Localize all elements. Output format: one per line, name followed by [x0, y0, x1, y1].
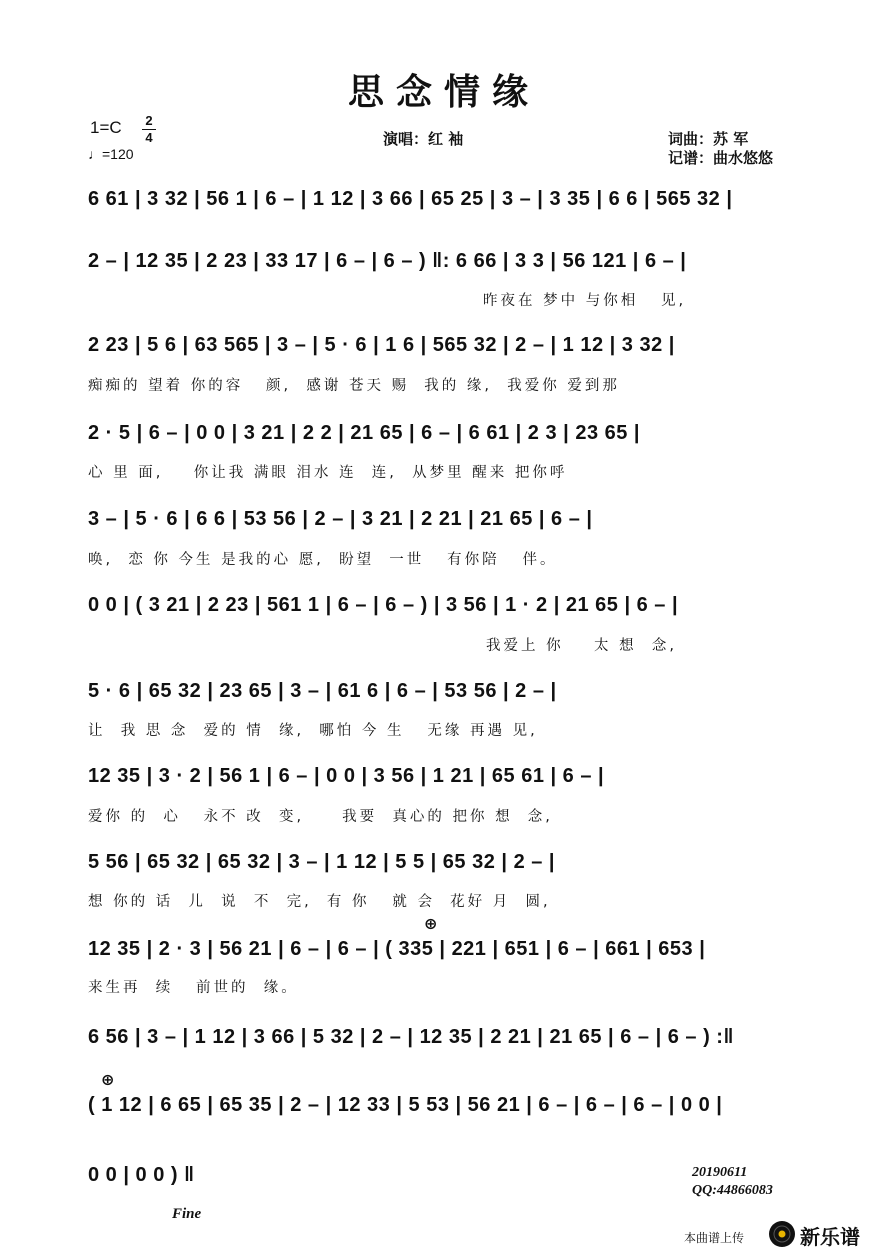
music-line-13: 0 0 | 0 0 ) ‖ — [88, 1164, 195, 1186]
upload-caption: 本曲谱上传 — [684, 1231, 745, 1245]
music-line-1: 6 61 | 3 32 | 56 1 | 6 – | 1 12 | 3 66 | 65 25 | 3 – | 3 35 | 6 6 | 565 32 | — [88, 188, 733, 210]
music-line-6: 0 0 | ( 3 21 | 2 23 | 561 1 | 6 – | 6 – ) | 3 56 | 1 · 2 | 21 65 | 6 – | — [88, 594, 679, 616]
lyric-line-10: 来生再 续 前世的 缘。 — [88, 980, 299, 996]
music-line-10: 12 35 | 2 · 3 | 56 21 | 6 – | 6 – | ( 335 | 221 | 651 | 6 – | 661 | 653 | — [88, 938, 706, 960]
transcription-date: 20190611 — [692, 1165, 748, 1180]
time-signature-top: 2 — [145, 113, 153, 128]
music-line-9: 5 56 | 65 32 | 65 32 | 3 – | 1 12 | 5 5 | 65 32 | 2 – | — [88, 851, 556, 873]
singer-credit: 演唱：红 袖 — [383, 130, 464, 148]
lyric-line-6: 我爱上 你 太 想 念, — [486, 638, 677, 654]
transcriber-qq: QQ:44866083 — [692, 1183, 773, 1198]
lyric-line-4: 心 里 面, 你让我 满眼 泪水 连 连, 从梦里 醒来 把你呼 — [88, 465, 568, 481]
music-line-5: 3 – | 5 · 6 | 6 6 | 53 56 | 2 – | 3 21 | 2 21 | 21 65 | 6 – | — [88, 508, 593, 530]
lyric-line-8: 爱你 的 心 永不 改 变, 我要 真心的 把你 想 念, — [88, 809, 553, 825]
lyric-line-5: 唤, 恋 你 今生 是我的心 愿, 盼望 一世 有你陪 伴。 — [88, 552, 558, 568]
lyric-line-3: 痴痴的 望着 你的容 颜, 感谢 苍天 赐 我的 缘, 我爱你 爱到那 — [88, 378, 620, 394]
transcription-info — [692, 1164, 773, 1200]
music-line-7: 5 · 6 | 65 32 | 23 65 | 3 – | 61 6 | 6 – | 53 56 | 2 – | — [88, 680, 557, 702]
transcriber-credit: 记谱：曲水悠悠 — [668, 149, 774, 167]
music-line-12: ( 1 12 | 6 65 | 65 35 | 2 – | 12 33 | 5 53 | 56 21 | 6 – | 6 – | 6 – | 0 0 | — [88, 1094, 723, 1116]
song-title: 思念情缘 — [347, 71, 540, 113]
lyricist-composer-credit: 词曲：苏 军 — [668, 130, 749, 148]
lyric-line-2: 昨夜在 梦中 与你相 见, — [483, 293, 687, 309]
music-line-3: 2 23 | 5 6 | 63 565 | 3 – | 5 · 6 | 1 6 | 565 32 | 2 – | 1 12 | 3 32 | — [88, 334, 675, 356]
coda-sign-icon: ⊕ — [424, 914, 438, 933]
tempo-marking: ♩=120 — [88, 146, 134, 162]
key-signature: 1=C — [90, 118, 122, 137]
coda-sign-icon-2: ⊕ — [101, 1070, 115, 1089]
lyric-line-7: 让 我 思 念 爱的 情 缘, 哪怕 今 生 无缘 再遇 见, — [88, 723, 538, 739]
music-line-4: 2 · 5 | 6 – | 0 0 | 3 21 | 2 2 | 21 65 | 6 – | 6 61 | 2 3 | 23 65 | — [88, 422, 641, 444]
lyric-line-9: 想 你的 话 儿 说 不 完, 有 你 就 会 花好 月 圆, — [88, 894, 551, 910]
fine-marking: Fine — [172, 1206, 202, 1222]
music-line-2: 2 – | 12 35 | 2 23 | 33 17 | 6 – | 6 – ) ‖: 6 66 | 3 3 | 56 121 | 6 – | — [88, 250, 687, 272]
time-signature — [142, 114, 156, 145]
music-line-11: 6 56 | 3 – | 1 12 | 3 66 | 5 32 | 2 – | 12 35 | 2 21 | 21 65 | 6 – | 6 – ) :‖ — [88, 1026, 734, 1048]
vinyl-record-icon — [768, 1220, 796, 1248]
music-line-8: 12 35 | 3 · 2 | 56 1 | 6 – | 0 0 | 3 56 | 1 21 | 65 61 | 6 – | — [88, 765, 605, 787]
site-brand-logo: 新乐谱 — [800, 1225, 860, 1249]
time-signature-bottom: 4 — [145, 130, 153, 145]
